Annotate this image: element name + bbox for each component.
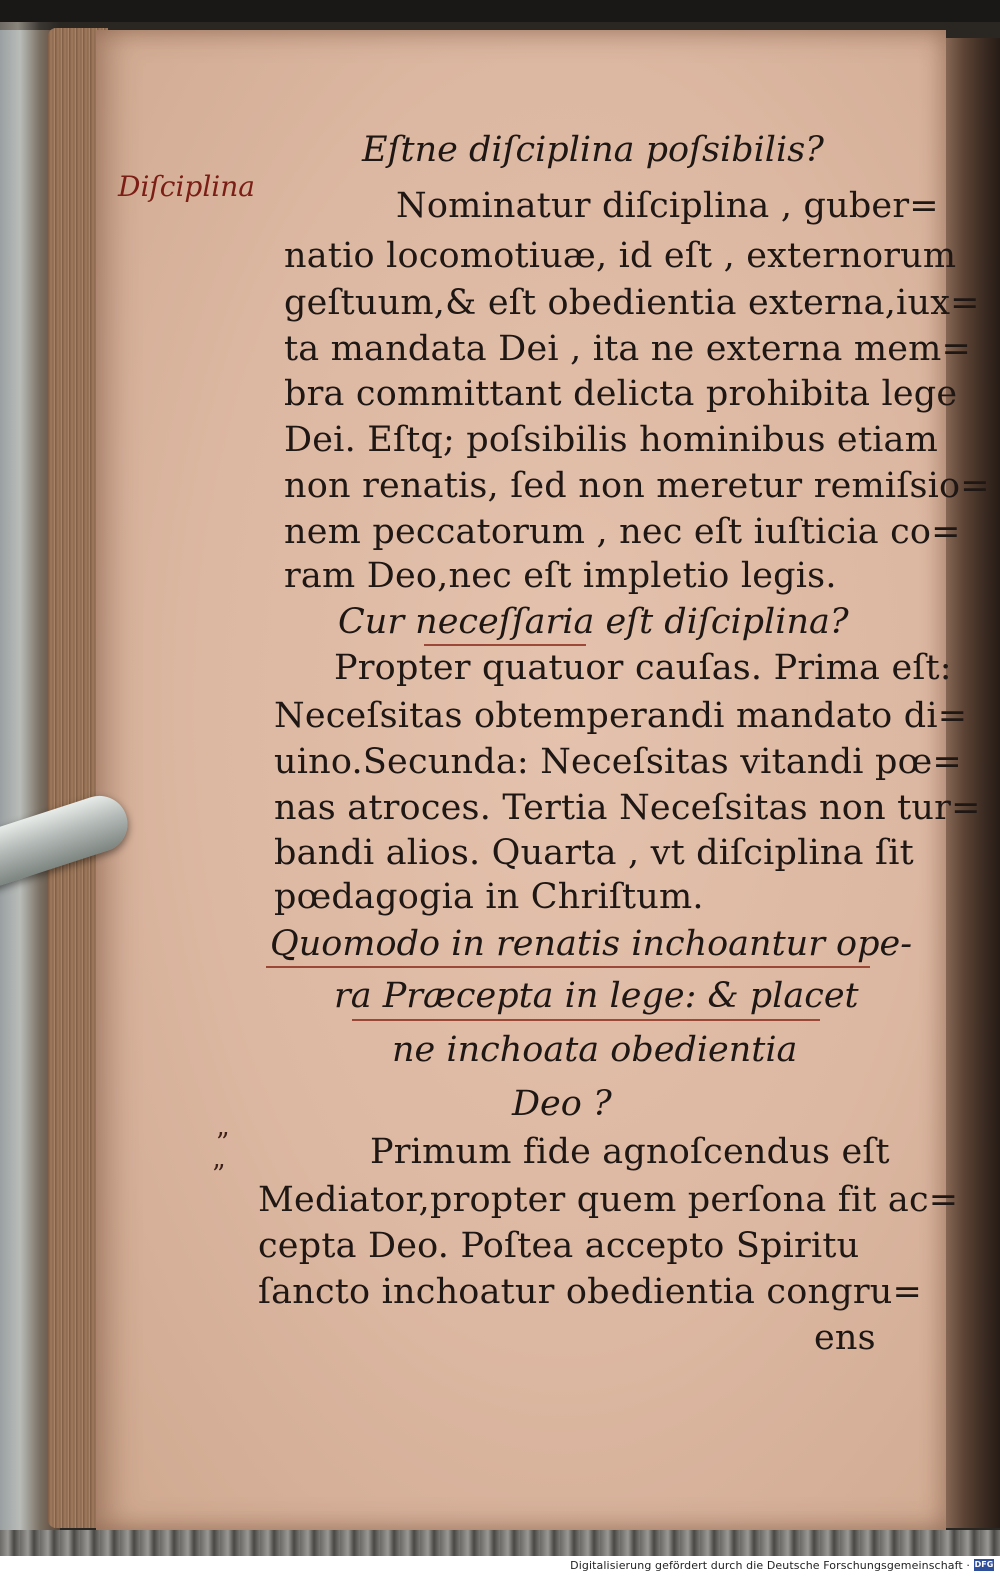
quote-mark: ” <box>216 1128 230 1158</box>
question-heading: Deo ? <box>512 1084 612 1124</box>
text-line: Propter quatuor cauſas. Prima eſt: <box>334 648 952 688</box>
red-underline <box>424 644 586 646</box>
text-line: ram Deo,nec eſt impletio legis. <box>284 556 837 596</box>
text-line: Primum fide agnoſcendus eſt <box>370 1132 890 1172</box>
question-heading: Cur neceſſaria eſt diſciplina? <box>338 602 849 642</box>
text-line: non renatis, ſed non meretur remiſsio= <box>284 466 990 506</box>
text-line: natio locomotiuæ, id eſt , externorum <box>284 236 957 276</box>
dfg-logo: DFG <box>974 1560 994 1569</box>
question-heading: Quomodo in renatis inchoantur ope- <box>270 924 913 964</box>
question-heading: ra Præcepta in lege: & placet <box>334 976 859 1016</box>
question-heading: ne inchoata obedientia <box>392 1030 798 1070</box>
footer-credit: Digitalisierung gefördert durch die Deutsche Forschungsgemeinschaft · <box>570 1559 970 1572</box>
text-line: Dei. Eſtq; poſsibilis hominibus etiam <box>284 420 938 460</box>
red-underline <box>352 1019 820 1021</box>
text-line: bandi alios. Quarta , vt diſciplina ſit <box>274 833 914 873</box>
text-line: Mediator,propter quem perſona fit ac= <box>258 1180 959 1220</box>
text-line: pœdagogia in Chriſtum. <box>274 877 704 917</box>
text-line: cepta Deo. Poſtea accepto Spiritu <box>258 1226 860 1266</box>
text-line: geſtuum,& eſt obedientia externa,iux= <box>284 283 980 323</box>
text-line: nas atroces. Tertia Neceſsitas non tur= <box>274 788 981 828</box>
text-line: ta mandata Dei , ita ne externa mem= <box>284 329 972 369</box>
red-underline <box>266 966 870 968</box>
margin-annotation: Diſciplina <box>118 170 255 203</box>
top-edge <box>0 0 1000 22</box>
catchword: ens <box>814 1318 876 1358</box>
question-heading: Eſtne diſciplina poſsibilis? <box>362 130 824 170</box>
text-line: uino.Secunda: Neceſsitas vitandi pœ= <box>274 742 962 782</box>
text-line: nem peccatorum , nec eſt iuſticia co= <box>284 512 961 552</box>
text-line: ſancto inchoatur obedientia congru= <box>258 1272 923 1312</box>
quote-mark: ” <box>212 1160 226 1190</box>
text-line: Nominatur diſciplina , guber= <box>396 186 939 226</box>
text-line: Neceſsitas obtemperandi mandato di= <box>274 696 968 736</box>
text-line: bra committant delicta prohibita lege <box>284 374 958 414</box>
